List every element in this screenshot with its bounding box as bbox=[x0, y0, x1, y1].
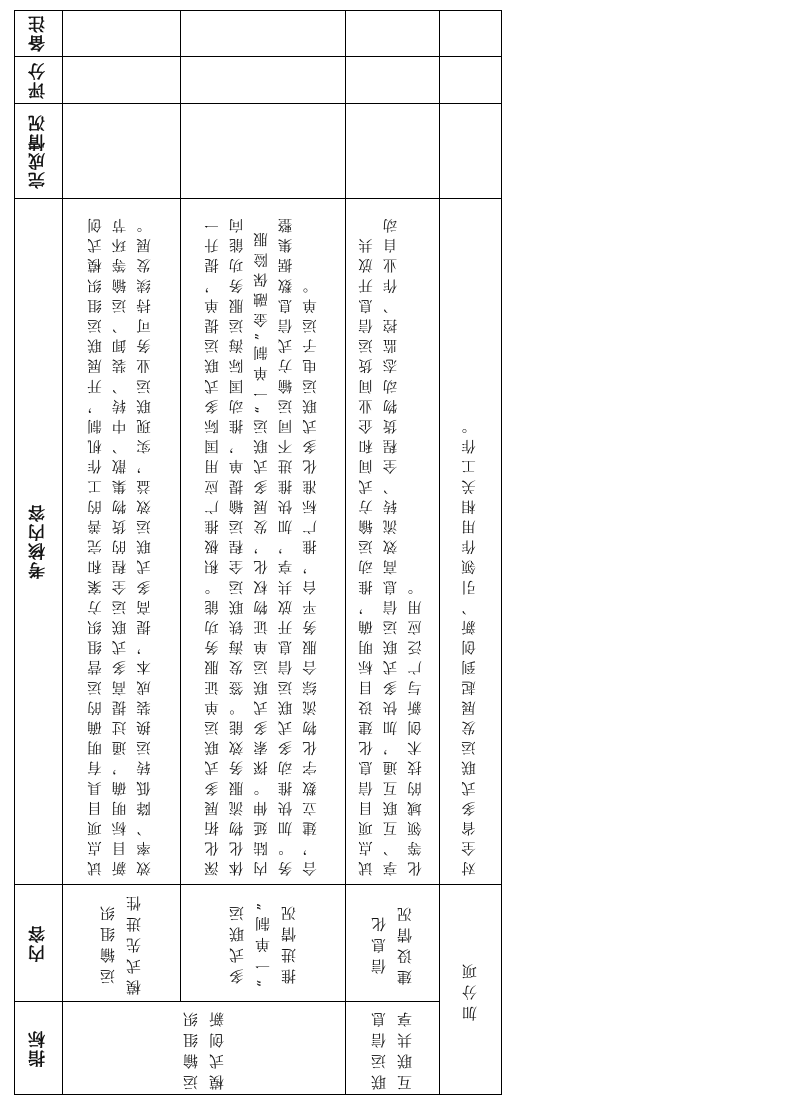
header-remarks-cell bbox=[14, 10, 62, 56]
row4-assessment: 对全省多式联运发展起到创新、引领作用相关工作。 bbox=[461, 413, 478, 876]
row1-content-cell bbox=[62, 884, 180, 1001]
row3-content-cell bbox=[345, 884, 439, 1001]
table-border-right bbox=[501, 10, 502, 1095]
row4-assessment-cell bbox=[439, 198, 501, 884]
row2-content-cell bbox=[180, 884, 345, 1001]
header-score: 评分 bbox=[28, 60, 49, 99]
row3-indicator-cell bbox=[345, 1001, 439, 1094]
row3-content: 信息化 建设情况 bbox=[370, 900, 414, 985]
header-assessment-cell bbox=[14, 198, 62, 884]
header-score-cell bbox=[14, 56, 62, 103]
header-content: 内容 bbox=[28, 923, 49, 962]
row1-content: 运输组织 模式先进性 bbox=[99, 890, 143, 995]
row2-content: 多式联运 “一单制” 推进情况 bbox=[227, 897, 298, 988]
row1-assessment: 试点项目具有明确的运营组织方案和完善的工作机制，开展联运组织模式创新目标明确，通过提高多式联运全程的货物集散、中转、装卸、运输等环节效率、降低转运换装成本，提高多式联运效益，实现联运业务可持续发展。 bbox=[88, 212, 154, 876]
header-completion: 完成情况 bbox=[28, 112, 49, 189]
row3-assessment-cell bbox=[345, 198, 439, 884]
header-assessment: 考核内容 bbox=[28, 503, 49, 579]
header-completion-cell bbox=[14, 103, 62, 198]
row1-indicator: 运输组织 模式创新 bbox=[181, 1005, 226, 1090]
row3-assessment: 试点项目信息化建设目标明确，推动运输方式间和企业间货运信息开放共享、互联互通，加快多式联运信息高效流转、全程货物动态监控、作业自动化等领域的技术创新与广泛应用。 bbox=[359, 212, 425, 876]
row3-indicator: 联运信息 互联共享 bbox=[370, 1005, 414, 1090]
row1-assessment-cell bbox=[62, 198, 180, 884]
header-indicator-cell bbox=[14, 1001, 62, 1094]
row2-assessment-cell bbox=[180, 198, 345, 884]
row1-indicator-cell bbox=[62, 1001, 345, 1094]
table-border-bottom bbox=[14, 1094, 501, 1095]
row4-indicator-cell bbox=[439, 884, 501, 1094]
row-divider-remarks bbox=[14, 56, 501, 57]
header-indicator: 指标 bbox=[28, 1028, 49, 1067]
row-divider-score bbox=[14, 103, 501, 104]
header-content-cell bbox=[14, 884, 62, 1001]
row2-assessment: 深化拓展多式联运单证服务功能。积极推广应用国际多式联运提单，提升一体化物流服务效能。签发海铁联运全程运输提单，推动国际海运服务功能向内陆延伸。探索多式联运单证物权化，发展多式联运“一单制”金融保险服务。加快推动多式联运信息开放共享，加快推进不同运输方式信息数据集整合，建立数字化物流综合服务平台，推广标准化多式联运电子运单。 bbox=[205, 212, 320, 876]
header-remarks: 备注 bbox=[28, 14, 49, 52]
table-border-top bbox=[14, 10, 501, 11]
row4-indicator: 加分项 bbox=[461, 957, 479, 1021]
